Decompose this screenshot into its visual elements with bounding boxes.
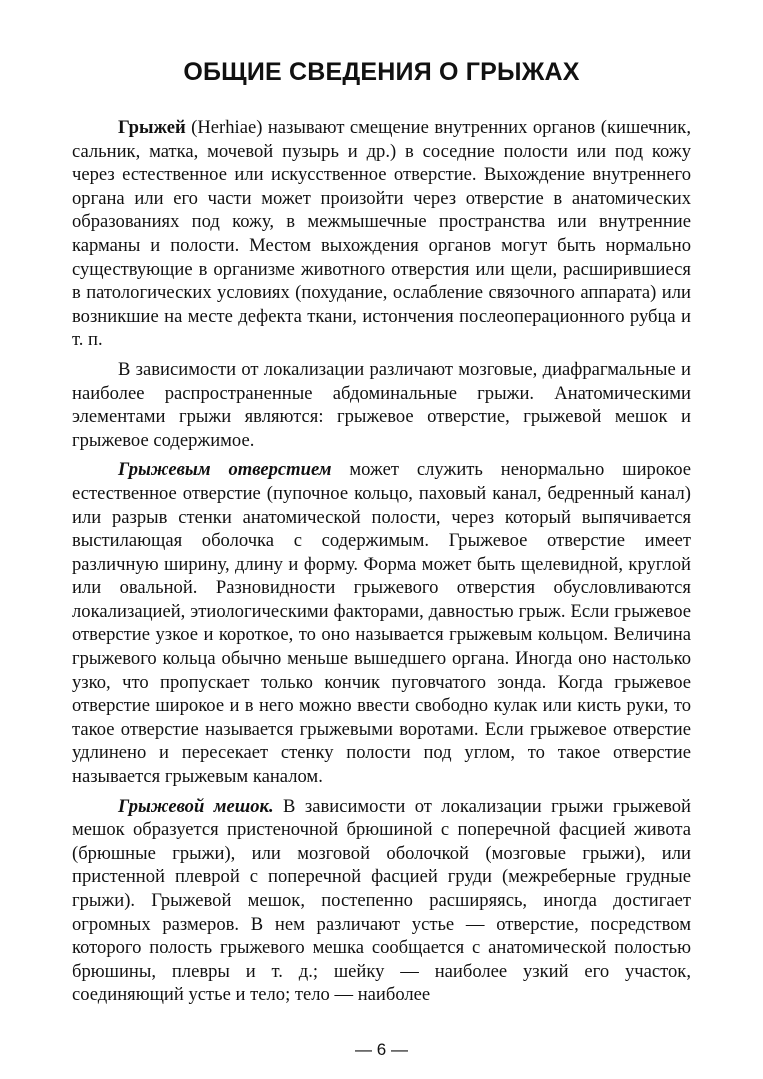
- paragraph-hernia-sac: [72, 795, 691, 1007]
- term-hernia-orifice: Грыжевым отверстием: [118, 459, 332, 481]
- paragraph-text: В зависимости от локализации грыжи грыжевой мешок образуется пристеночной брюшиной с поперечной фасцией живота (брюшные грыжи), или мозговой оболочкой (мозговые грыжи), или пристенной плеврой с поперечной фасцией груди (межреберные грудные грыжи). Грыжевой мешок, постепенно расширяясь, иногда достигает огромных размеров. В нем различают устье — отверстие, посредством которого полость грыжевого мешка сообщается с анатомической полостью брюшины, плевры и т. д.; шейку — наиболее узкий его участок, соединяющий устье и тело; тело — наиболее: [72, 795, 691, 1006]
- page-number: — 6 —: [355, 1040, 408, 1059]
- term-hernia-sac: Грыжевой мешок.: [118, 795, 274, 817]
- paragraph-text: (Herhiae) называют смещение внутренних органов (кишечник, сальник, матка, мочевой пузырь и др.) в соседние полости или под кожу через естественное или искусственное отверстие. Выхождение внутреннего органа или его части может произойти через отверстие в анатомических образованиях под кожу, в межмышечные пространства или внутренние карманы и полости. Местом выхождения органов могут быть нормально существующие в организме животного отверстия или щели, расширившиеся в патологических условиях (похудание, ослабление связочного аппарата) или возникшие на месте дефекта ткани, истончения послеоперационного рубца и т. п.: [72, 117, 691, 351]
- paragraph-hernia-orifice: [72, 458, 691, 788]
- page-title: ОБЩИЕ СВЕДЕНИЯ О ГРЫЖАХ: [183, 58, 580, 86]
- document-page: [72, 58, 691, 1013]
- paragraph-text: В зависимости от локализации различают мозговые, диафрагмальные и наиболее распространенные абдоминальные грыжи. Анатомическими элементами грыжи являются: грыжевое отверстие, грыжевой мешок и грыжевое содержимое.: [72, 358, 691, 451]
- term-hernia: Грыжей: [118, 117, 186, 138]
- paragraph-hernia-definition: [72, 116, 691, 352]
- paragraph-hernia-types: [72, 358, 691, 452]
- paragraph-text: может служить ненормально широкое естественное отверстие (пупочное кольцо, паховый канал, бедренный канал) или разрыв стенки анатомической полости, через который выпячивается выстилающая оболочка с содержимым. Грыжевое отверстие имеет различную ширину, длину и форму. Форма может быть щелевидной, круглой или овальной. Разновидности грыжевого отверстия обусловливаются локализацией, этиологическими факторами, давностью грыж. Если грыжевое отверстие узкое и короткое, то оно называется грыжевым кольцом. Величина грыжевого кольца обычно меньше вышедшего органа. Иногда оно настолько узко, что пропускает только кончик пуговчатого зонда. Когда грыжевое отверстие широкое и в него можно ввести свободно кулак или кисть руки, то такое отверстие называется грыжевыми воротами. Если грыжевое отверстие удлинено и пересекает стенку полости под углом, то такое отверстие называется грыжевым каналом.: [72, 459, 691, 788]
